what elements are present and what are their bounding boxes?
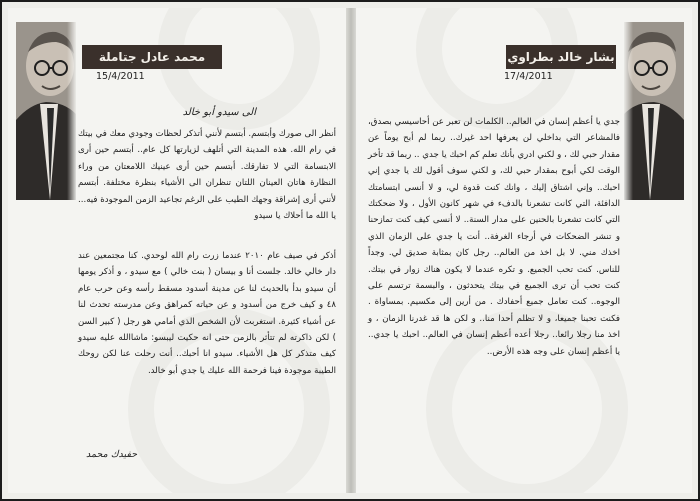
portrait-photo xyxy=(16,22,76,200)
right-page xyxy=(356,8,692,493)
booklet-spread xyxy=(2,2,698,499)
portrait-photo xyxy=(624,22,684,200)
letter-paragraph: أنظر الى صورك وأبتسم. أبتسم لأنني أتذكر لحظات وجودي معك في بيتك في رام الله. هذه المدينة التي أتلهف لزيارتها كل عام.. أبتسم حين أرى الابتسامة التي لا تفارقك. أبتسم حين أرى عينيك اللامعتان من وراء النظارة هاتان العينان اللتان تنظران الى الأشياء بنظرة مختلفة. أبتسم لأنني أرى إشراقة وجهك الطيب على الرغم تجاعيد الزمن الموجودة فيه... يا الله ما أحلاك يا سيدو xyxy=(78,129,336,222)
letter-date: 17/4/2011 xyxy=(504,71,553,82)
book-gutter xyxy=(346,8,356,493)
letter-date: 15/4/2011 xyxy=(96,71,145,82)
left-page xyxy=(8,8,346,493)
author-name-banner: محمد عادل جتاملة xyxy=(82,45,222,69)
watermark-flourish xyxy=(416,8,578,130)
letter-paragraph: أذكر في صيف عام ٢٠١٠ عندما زرت رام الله لوحدي. كنا مجتمعين عند دار خالي خالد. جلست أنا و بيسان ( بنت خالي ) مع سيدو ، و أذكر يومها أن سيدو بدأ بالحديث لنا عن مدينة أسدود مسقط رأسه وعن حرب عام ٤٨ و كيف خرج من أسدود و عن حياته كمراهق وعن مدرسته تحدث لنا عن أشياء كثيرة. استغربت لأن الشخص الذي أمامي هو رجل ( كبير السن ) لكن ذاكرته لم تتأثر بالزمن حتى انه حكيت ليبسو: ماشاالله عليه سيدو كيف متذكر كل هل الأشياء. سيدو انا أحبك.. أنت رحلت عنا لكن روحك الطيبة موجودة فينا فرحمة الله عليك يا جدي أبو خالد. xyxy=(78,251,336,376)
letter-salutation: الى سيدو أبو خالد xyxy=(182,107,256,118)
letter-paragraph: جدي يا أعظم إنسان في العالم.. الكلمات لن تعبر عن أحاسيسي بصدق، فالمشاعر التي بداخلي لن يعرفها احد غيرك.. ربما لم أبح يوماً عن مقدار حبي لك ، و لكني ادري بأنك تعلم كم احبك يا جدي .. ربما قد تأخر الوقت لكي أبوح بمقدار حبي لك، و لكني سوف أقول لك يا جدي إني احبك.. وإني اشتاق إليك ، وانك كنت قدوة لي، و لا أنسى ابتسامتك الدافئة، التي كانت تشعرنا بالدفء في شهر كانون الأول ، ولا ضحكتك التي كانت تشعرنا بالحنين على مدار السنة.. لا أنسى كيف كنت تمازحنا و تنشر الضحكات في أرجاء الغرفة.. أنت يا جدي على الزمان الذي اخذك مني. لا بل اخذ من العالم.. رجل كان بمثابة صديق لي. وجداً للناس. كنت تحب الجميع. و تكره عندما لا يكون هناك زوار في بيتك. كنت تحب أن ترى الجميع في بيتك يتحدثون ، والبسمة ترتسم على الوجوه.. كنت تعامل جميع أحفادك . من أرين إلى مكسيم. بمساواة . فكنت تحبنا جميعا، و لا تظلم أحدا منا.. و لكن ها قد غدرنا الزمان ، و اخذ منا رجلا رائعا.. رجلا أعده أعظم إنسان في العالم.. احبك يا جدي.. يا أعظم إنسان على وجه هذه الأرض.. xyxy=(368,117,620,357)
author-name-banner: بشار خالد بطراوي xyxy=(506,45,616,69)
letter-signature: حفيدك محمد xyxy=(86,449,138,460)
